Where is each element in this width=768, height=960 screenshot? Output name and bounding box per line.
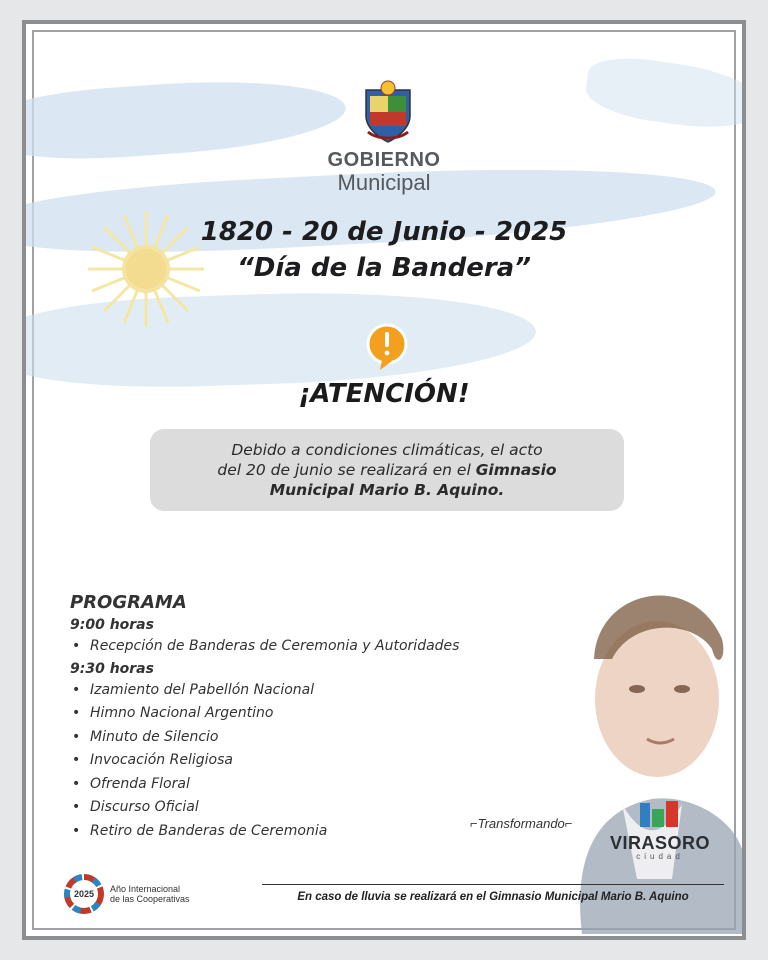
weather-notice-box xyxy=(150,429,624,511)
notice-venue-part: Gimnasio xyxy=(475,461,557,479)
municipal-crest-icon xyxy=(360,80,416,144)
cooperatives-ring-icon xyxy=(62,872,106,916)
event-title xyxy=(26,214,742,286)
exclamation-bubble-icon xyxy=(364,322,410,372)
manuel-belgrano-portrait xyxy=(542,549,742,934)
list-item: • Discurso Oficial xyxy=(70,796,459,820)
list-item: • Invocación Religiosa xyxy=(70,749,459,773)
coop-line-2: de las Cooperativas xyxy=(110,894,190,904)
notice-line-2-text: del 20 de junio se realizará en el xyxy=(217,461,476,479)
city-name: VIRASORO xyxy=(610,833,711,853)
list-item: • Himno Nacional Argentino xyxy=(70,702,459,726)
slogan-text: Transformando xyxy=(477,816,565,831)
transformando-slogan: ⌐Transformando⌐ xyxy=(470,816,573,831)
attention-heading: ¡ATENCIÓN! xyxy=(298,379,470,409)
cooperatives-year-logo xyxy=(62,872,190,916)
city-subtitle: ciudad xyxy=(636,852,684,861)
coop-label xyxy=(110,884,190,904)
government-logo-text xyxy=(26,149,742,195)
coop-line-1: Año Internacional xyxy=(110,884,181,894)
time-slot-1: 9:00 horas xyxy=(70,617,154,633)
list-item: • Retiro de Banderas de Ceremonia xyxy=(70,820,459,844)
gov-line-1: GOBIERNO xyxy=(327,149,441,171)
notice-venue-name: Municipal Mario B. Aquino. xyxy=(269,481,505,499)
rain-note: En caso de lluvia se realizará en el Gimnasio Municipal Mario B. Aquino xyxy=(262,884,724,903)
list-item: • Recepción de Banderas de Ceremonia y Autoridades xyxy=(70,635,459,659)
virasoro-emblem-icon xyxy=(638,799,682,829)
coop-year: 2025 xyxy=(73,889,95,899)
virasoro-logo xyxy=(610,799,710,861)
program-list-1 xyxy=(70,635,459,659)
list-item: • Ofrenda Floral xyxy=(70,773,459,797)
list-item: • Izamiento del Pabellón Nacional xyxy=(70,679,459,703)
title-name: “Día de la Bandera” xyxy=(237,253,531,283)
poster-frame xyxy=(22,20,746,940)
title-dates: 1820 - 20 de Junio - 2025 xyxy=(200,217,568,247)
notice-line-3 xyxy=(150,480,624,500)
notice-line-1: Debido a condiciones climáticas, el acto xyxy=(231,441,543,459)
program-heading: PROGRAMA xyxy=(70,592,187,613)
program-list-2 xyxy=(70,679,459,844)
list-item: • Minuto de Silencio xyxy=(70,726,459,750)
notice-line-2 xyxy=(150,460,624,480)
gov-line-2: Municipal xyxy=(337,170,431,195)
program-section xyxy=(70,592,459,843)
time-slot-2: 9:30 horas xyxy=(70,660,154,677)
